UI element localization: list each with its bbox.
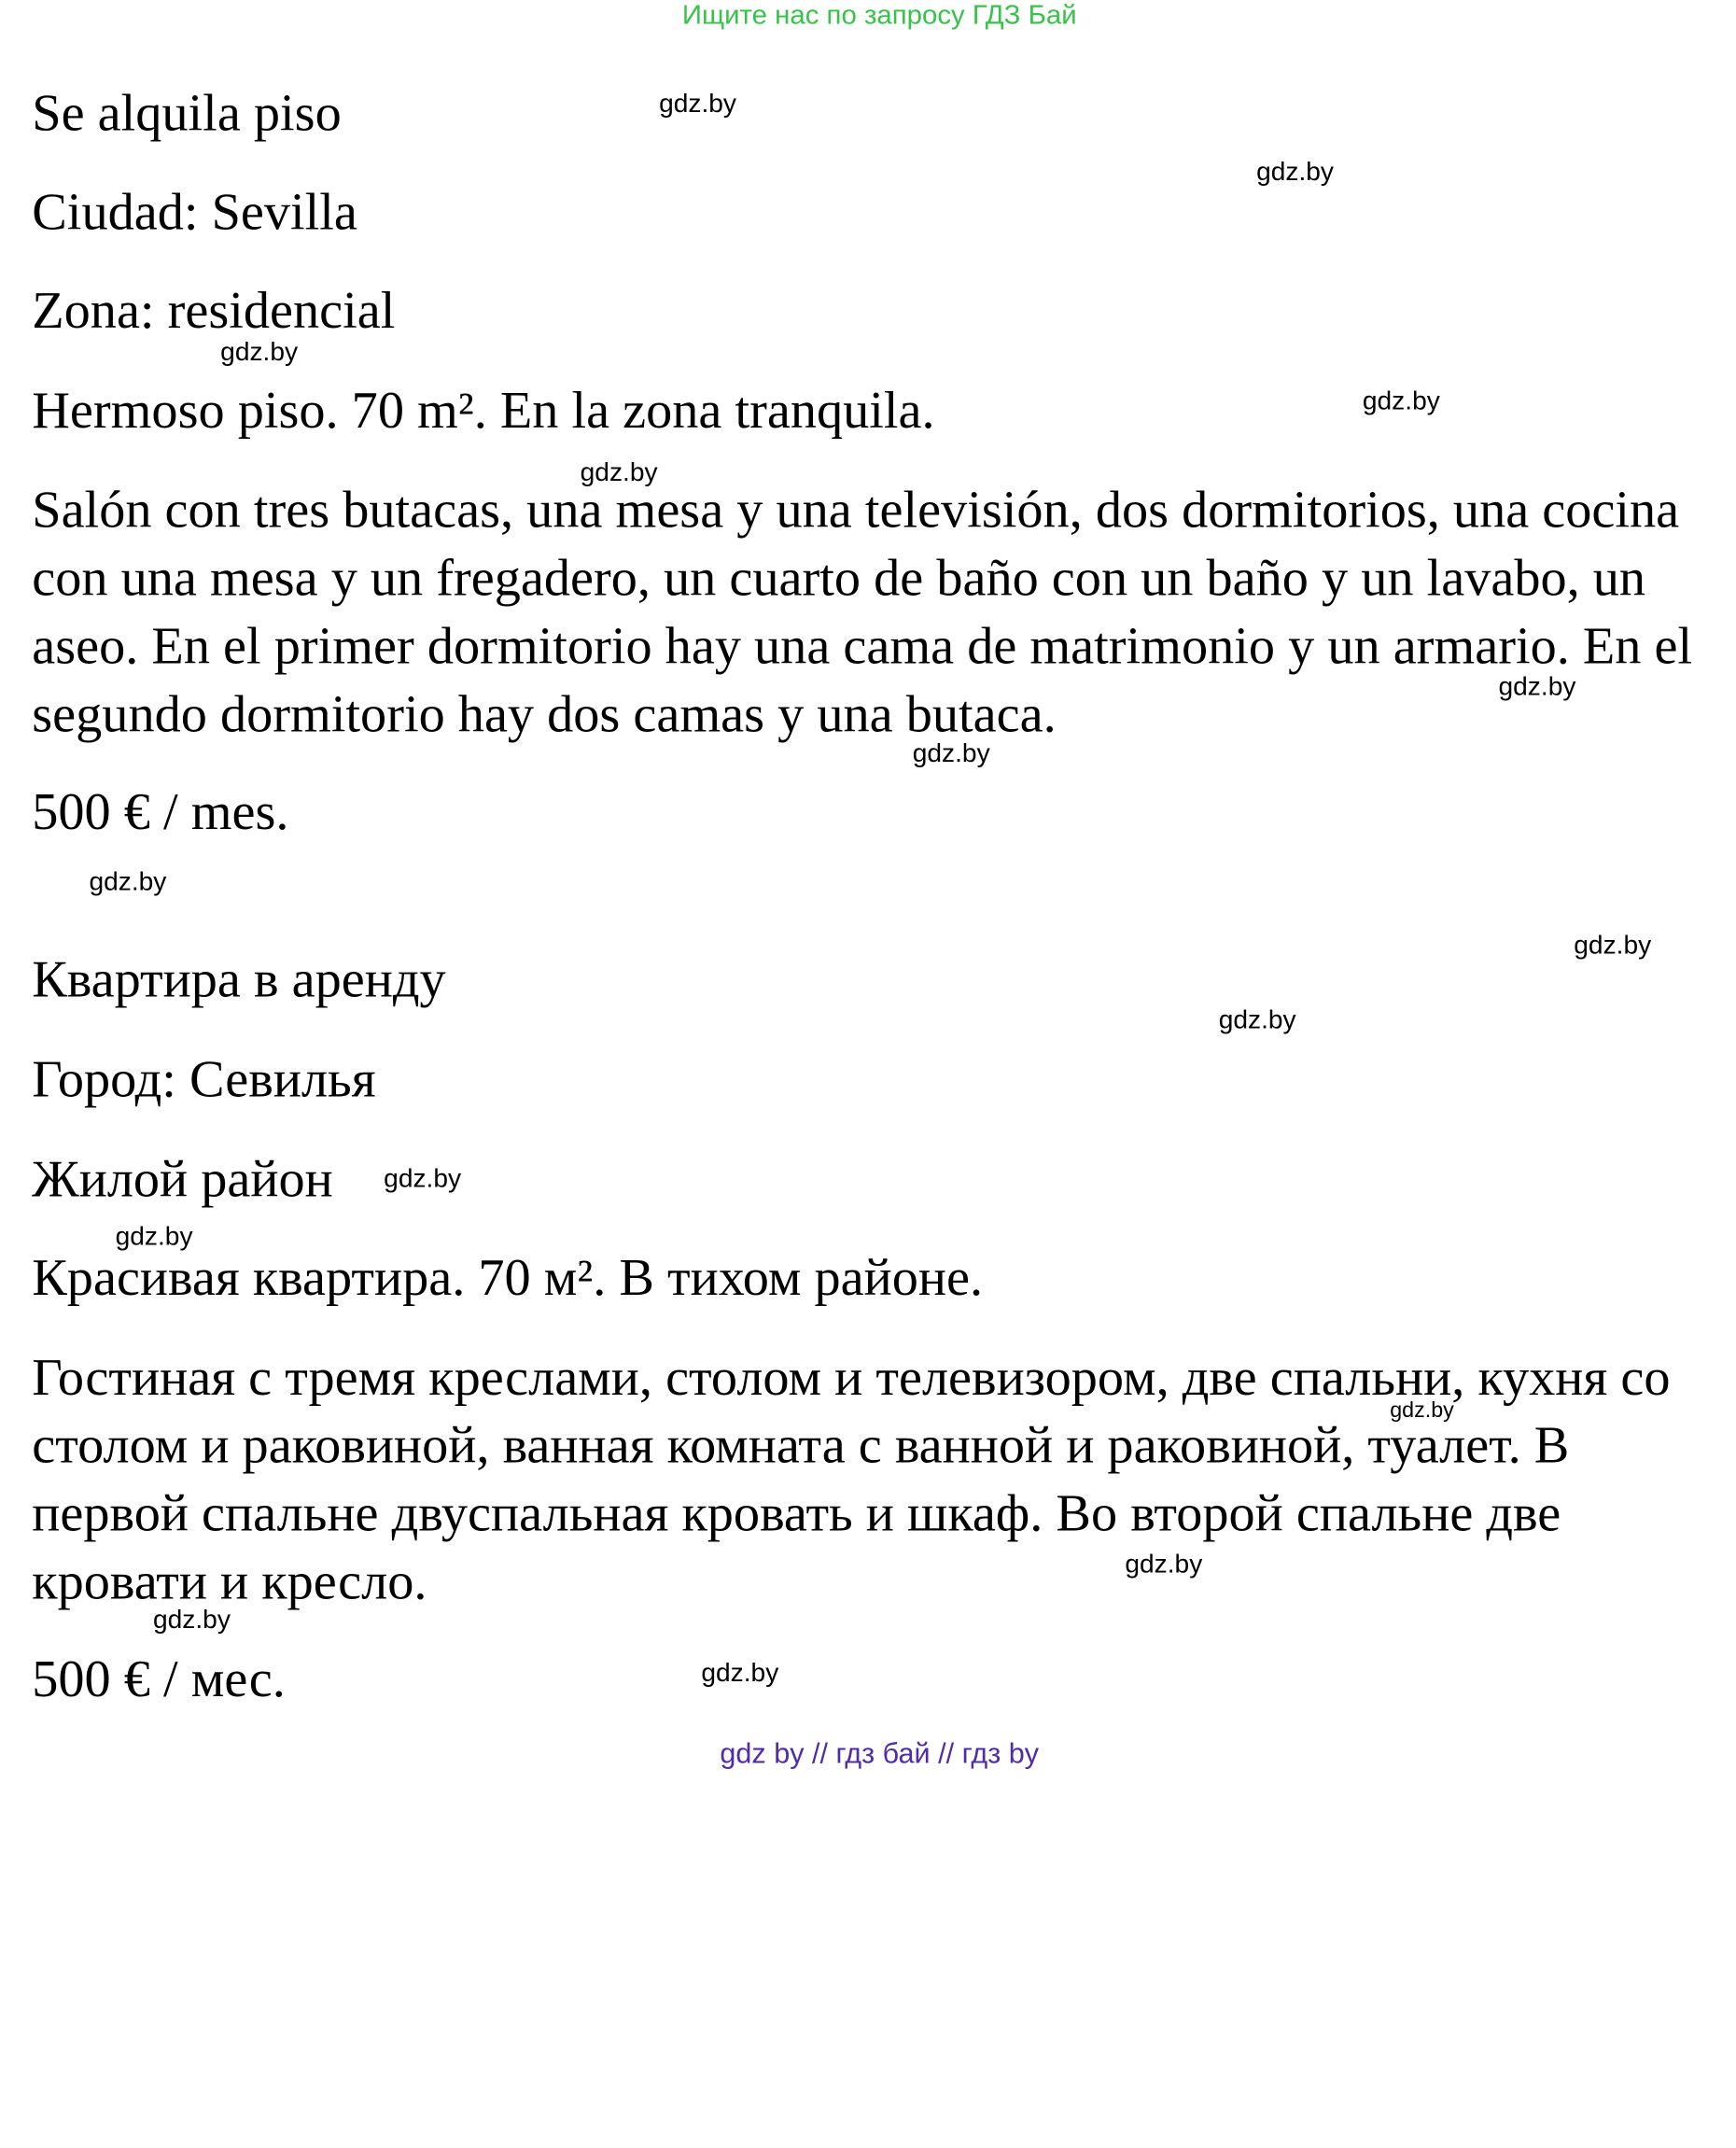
spanish-zone: Zona: residencial: [32, 281, 396, 340]
spanish-price: 500 € / mes.: [32, 782, 289, 840]
watermark: gdz.by: [1498, 670, 1576, 701]
watermark: gdz.by: [1218, 1004, 1296, 1034]
watermark: gdz.by: [659, 88, 736, 119]
watermark: gdz.by: [580, 456, 658, 487]
russian-zone: Жилой район: [32, 1149, 333, 1208]
russian-title: Квартира в аренду: [32, 949, 446, 1008]
spanish-title: Se alquila piso: [32, 83, 342, 142]
russian-price: 500 € / мес.: [32, 1650, 286, 1708]
spanish-city: Ciudad: Sevilla: [32, 182, 357, 241]
watermark: gdz.by: [1256, 156, 1334, 187]
watermark: gdz.by: [912, 737, 990, 768]
footer-banner: gdz by // гдз бай // гдз by: [720, 1737, 1040, 1770]
watermark: gdz.by: [152, 1604, 231, 1635]
watermark: gdz.by: [1125, 1549, 1203, 1579]
watermark: gdz.by: [89, 865, 167, 896]
watermark: gdz.by: [701, 1657, 779, 1688]
watermark: gdz.by: [1574, 929, 1652, 960]
spanish-description: Salón con tres butacas, una mesa y una televisión, dos dormitorios, una cocina con una mesa y un fregadero, un cuarto de baño con un baño y un lavabo, un aseo. En el primer dormitorio hay una cama de matrimonio y un armario. En el segundo dormitorio hay dos camas y una butaca.: [32, 480, 1693, 743]
russian-summary: Красивая квартира. 70 м². В тихом районе.: [32, 1248, 984, 1307]
russian-city: Город: Севилья: [32, 1049, 376, 1108]
watermark: gdz.by: [384, 1163, 462, 1193]
watermark: gdz.by: [220, 336, 299, 367]
watermark: gdz.by: [1390, 1398, 1454, 1424]
spanish-summary: Hermoso piso. 70 m². En la zona tranquila.: [32, 381, 935, 440]
watermark: gdz.by: [115, 1221, 193, 1251]
header-banner: Ищите нас по запросу ГДЗ Бай: [681, 0, 1077, 31]
watermark: gdz.by: [1362, 385, 1440, 415]
russian-description: Гостиная с тремя креслами, столом и телевизором, две спальни, кухня со столом и раковиной, ванная комната с ванной и раковиной, туалет. В первой спальне двуспальная кровать и шкаф. Во второй спальне две кровати и кресло.: [32, 1348, 1671, 1610]
